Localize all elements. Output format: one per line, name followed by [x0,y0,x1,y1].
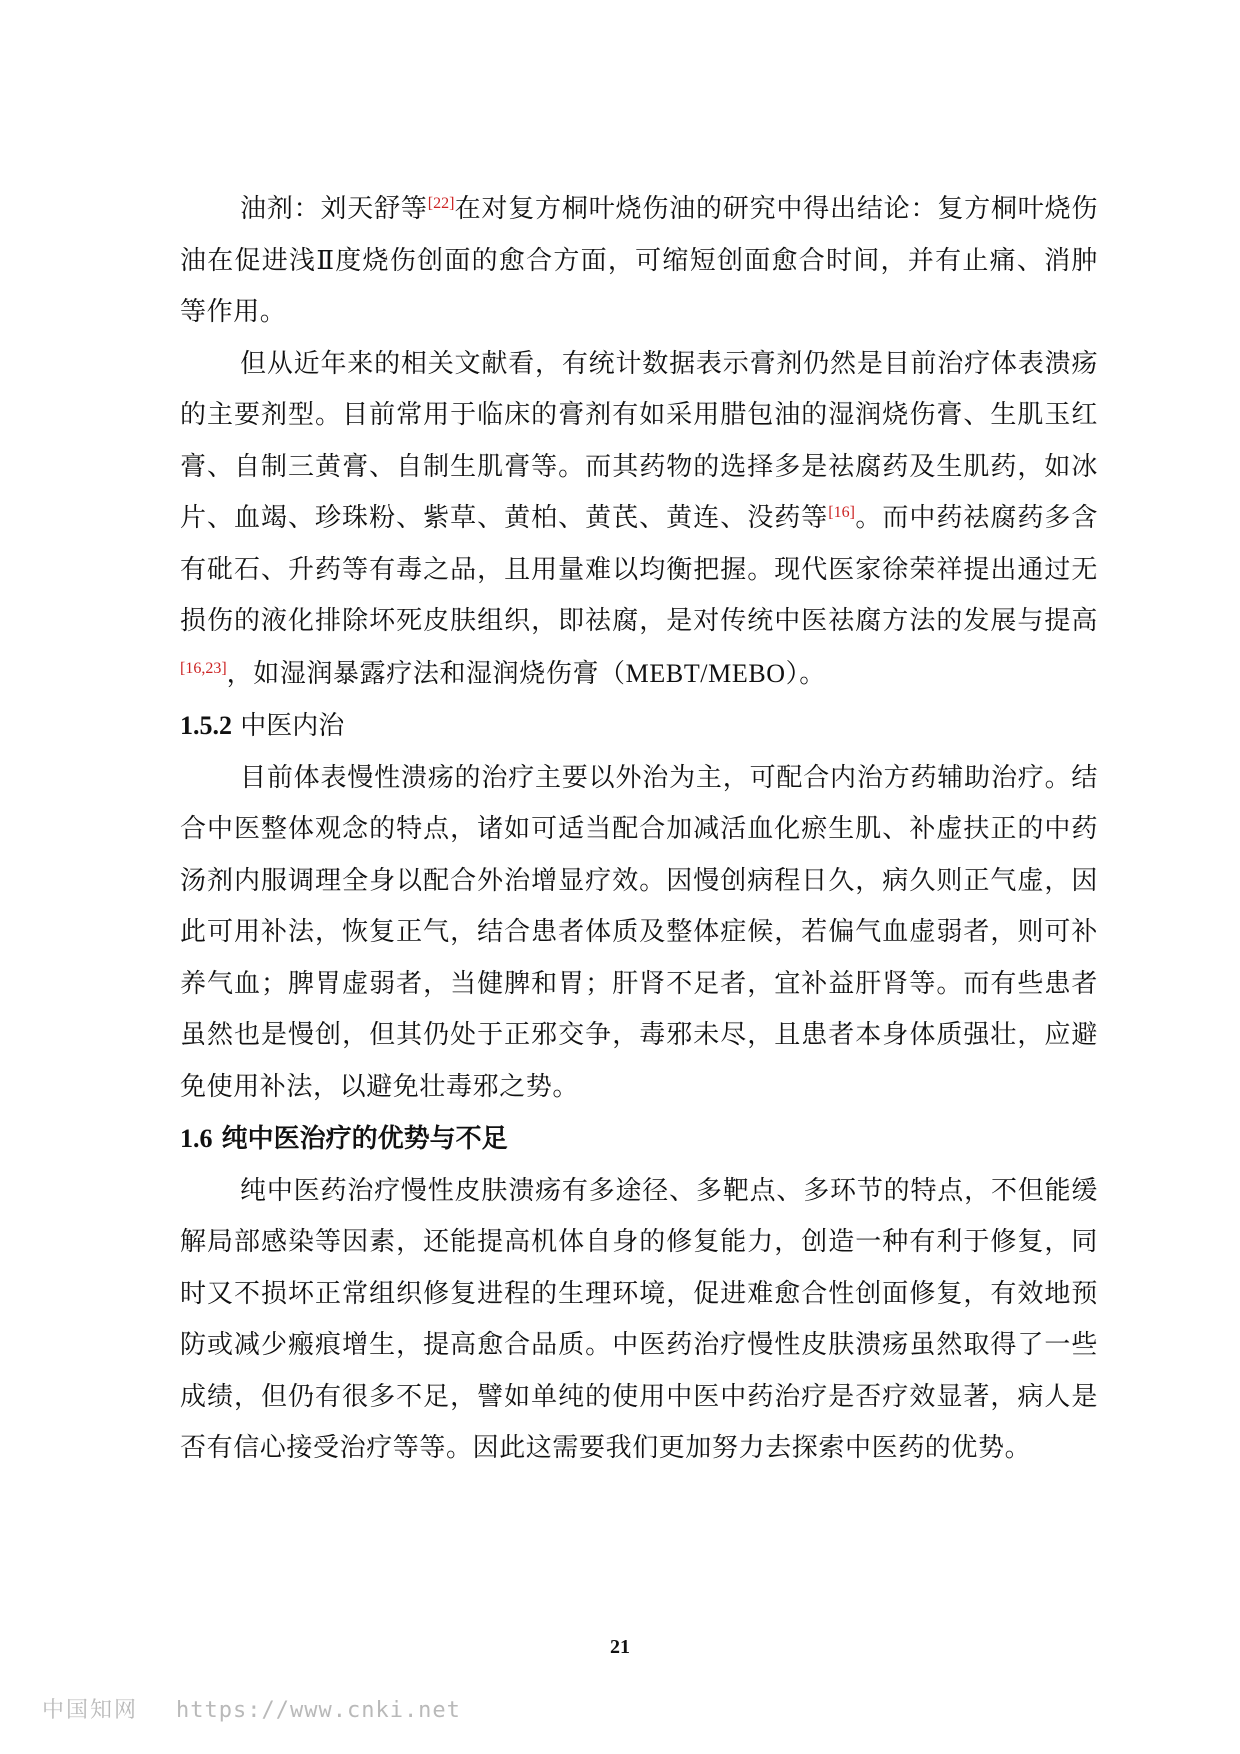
section-heading-1-6 [180,1113,1098,1166]
page-body [180,184,1098,1475]
page-number: 21 [610,1636,630,1658]
paragraph-internal-treatment: 目前体表慢性溃疡的治疗主要以外治为主，可配合内治方药辅助治疗。结合中医整体观念的特点，诸如可适当配合加减活血化瘀生肌、补虚扶正的中药汤剂内服调理全身以配合外治增显疗效。因慢创病程日久，病久则正气虚，因此可用补法，恢复正气，结合患者体质及整体症候，若偏气血虚弱者，则可补养气血；脾胃虚弱者，当健脾和胃；肝肾不足者，宜补益肝肾等。而有些患者虽然也是慢创，但其仍处于正邪交争，毒邪未尽，且患者本身体质强壮，应避免使用补法，以避免壮毒邪之势。 [180,762,1098,1102]
paragraph-text: ，如湿润暴露疗法和湿润烧伤膏（ [226,658,626,689]
paragraph-ointment-oil [180,184,1098,339]
citation-ref[interactable]: [22] [427,195,455,212]
section-number: 1.6 [180,1124,213,1153]
section-number: 1.5.2 [180,711,232,740]
paragraph-text: 油剂：刘天舒等 [240,194,428,224]
citation-ref[interactable]: [16] [828,504,855,521]
paragraph-text: 。而中药祛腐药多含有砒石、升药等有毒之品，且用量难以均衡把握。现代医家徐荣祥提出通过无损伤的液化排除坏死皮肤组织，即祛腐，是对传统中医祛腐方法的发展与提高 [180,503,1098,636]
paragraph-ointment-dosage [180,339,1098,701]
paragraph-advantages: 纯中医药治疗慢性皮肤溃疡有多途径、多靶点、多环节的特点，不但能缓解局部感染等因素，还能提高机体自身的修复能力，创造一种有利于修复，同时又不损坏正常组织修复进程的生理环境，促进难愈合性创面修复，有效地预防或减少瘢痕增生，提高愈合品质。中医药治疗慢性皮肤溃疡虽然取得了一些成绩，但仍有很多不足，譬如单纯的使用中医中药治疗是否疗效显著，病人是否有信心接受治疗等等。因此这需要我们更加努力去探索中医药的优势。 [180,1175,1098,1463]
watermark [42,1693,461,1724]
paragraph-text: 在对复方桐叶烧伤油的研究中得出结论：复方桐叶烧伤油在促进浅Ⅱ度烧伤创面的愈合方面，可缩短创面愈合时间，并有止痛、消肿等作用。 [180,194,1099,327]
watermark-brand: 中国知网 [42,1698,139,1723]
paragraph-text: ）。 [785,658,826,689]
paragraph-text: 但从近年来的相关文献看，有统计数据表示膏剂仍然是目前治疗体表溃疡的主要剂型。目前常用于临床的膏剂有如采用腊包油的湿润烧伤膏、生肌玉红膏、自制三黄膏、自制生肌膏等。而其药物的选择多是祛腐药及生肌药，如冰片、血竭、珍珠粉、紫草、黄柏、黄芪、黄连、没药等 [180,348,1098,533]
section-heading-1-5-2 [180,700,1098,753]
paragraph-abbreviation: MEBT/MEBO [625,658,786,688]
watermark-url[interactable]: https://www.cnki.net [176,1698,461,1723]
citation-ref[interactable]: [16,23] [180,659,227,677]
section-title: 纯中医治疗的优势与不足 [221,1124,508,1154]
section-title: 中医内治 [240,711,345,741]
